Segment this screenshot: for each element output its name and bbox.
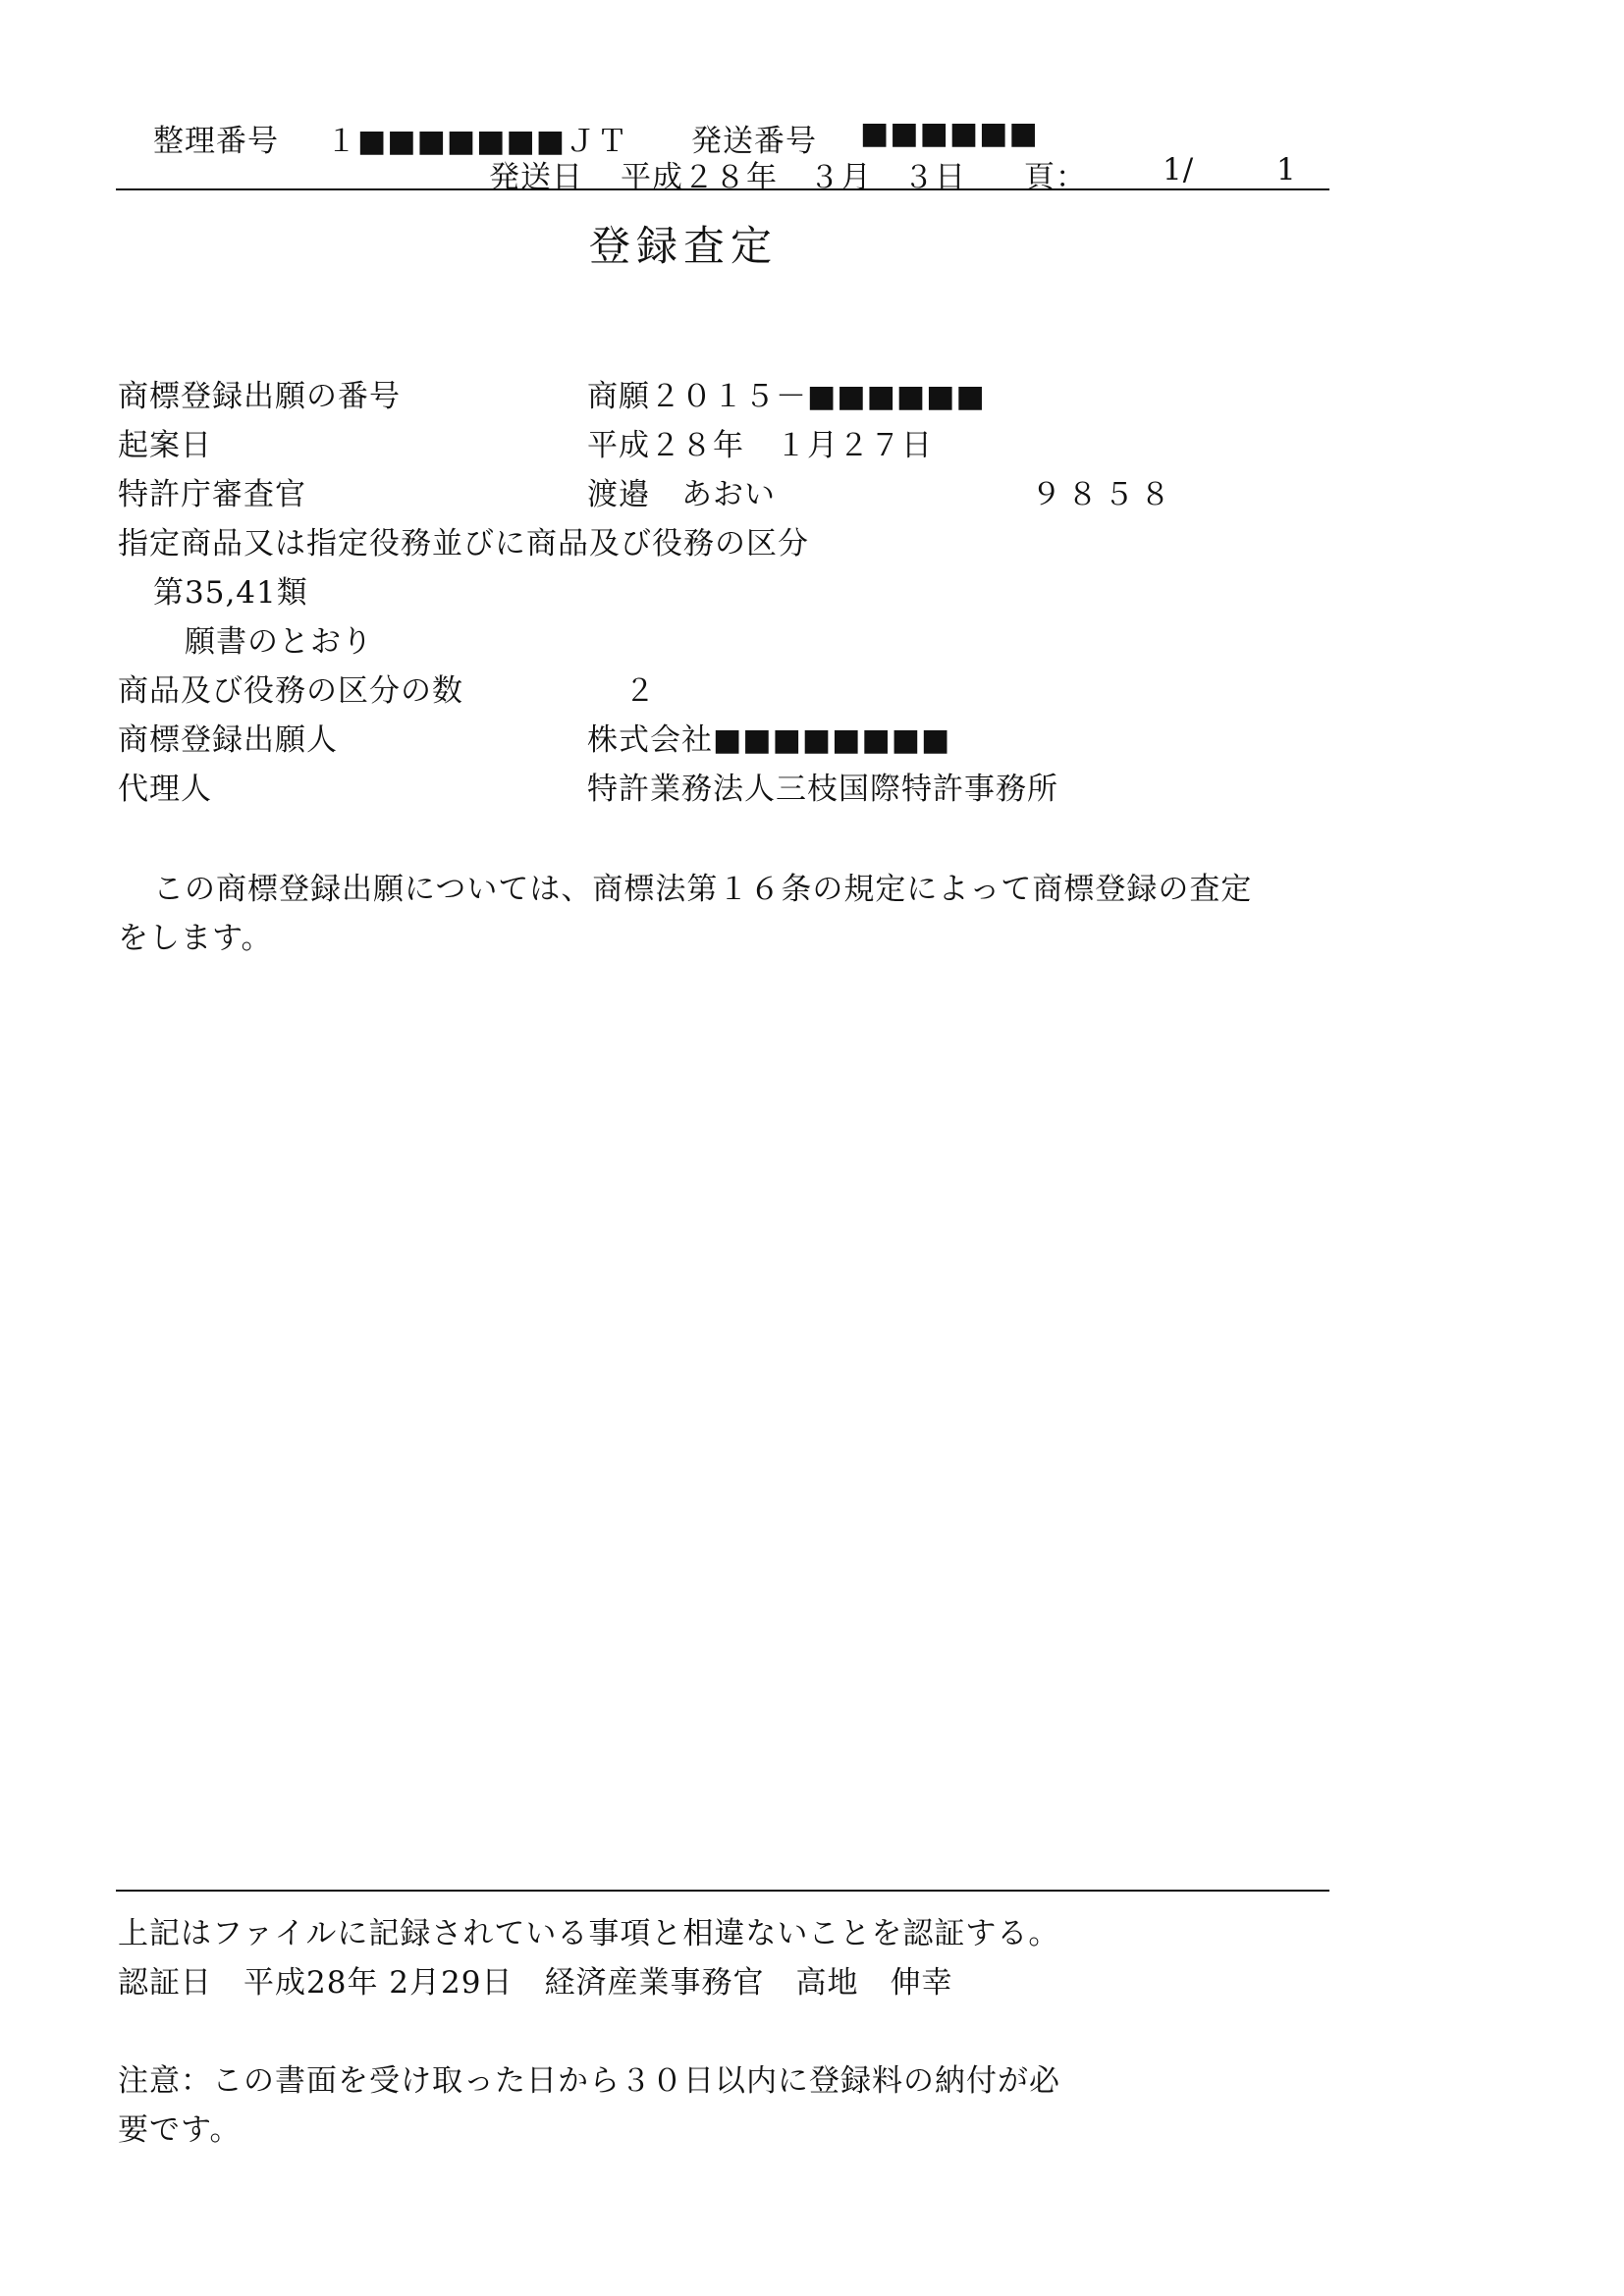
- document-title: 登録査定: [589, 222, 779, 270]
- body-line-2: をします。: [118, 921, 273, 956]
- note-line-1: 注意：この書面を受け取った日から３０日以内に登録料の納付が必: [118, 2063, 1060, 2099]
- certification-line: 上記はファイルに記録されている事項と相違ないことを認証する。: [118, 1916, 1060, 1951]
- hassoubi-date: 平成２８年 ３月 ３日: [621, 160, 966, 195]
- certification-date: 認証日 平成28年 2月29日 経済産業事務官 高地 伸幸: [118, 1965, 953, 2001]
- field-value-class-count: ２: [624, 673, 656, 709]
- designated-label: 指定商品又は指定役務並びに商品及び役務の区分: [118, 526, 809, 561]
- designated-detail: 願書のとおり: [185, 624, 373, 660]
- body-line-1: この商標登録出願については、商標法第１６条の規定によって商標登録の査定: [153, 872, 1253, 907]
- seiri-number: １■■■■■■■ＪＴ: [326, 124, 629, 159]
- field-label-draft-date: 起案日: [118, 428, 212, 463]
- field-value-application-number: 商願２０１５－■■■■■■: [587, 379, 986, 414]
- field-value-examiner-code: ９８５８: [1031, 477, 1176, 512]
- note-line-2: 要です。: [118, 2112, 242, 2148]
- hassoubi-label: 発送日: [489, 160, 583, 195]
- hassou-bangou-number: ■■■■■■: [860, 116, 1039, 151]
- field-label-applicant: 商標登録出願人: [118, 722, 338, 758]
- designated-class: 第35,41類: [153, 575, 308, 611]
- field-label-class-count: 商品及び役務の区分の数: [118, 673, 463, 709]
- field-value-examiner: 渡邉 あおい: [587, 477, 776, 512]
- field-label-examiner: 特許庁審査官: [118, 477, 306, 512]
- field-value-draft-date: 平成２８年 １月２７日: [587, 428, 933, 463]
- field-label-agent: 代理人: [118, 772, 212, 807]
- field-label-application-number: 商標登録出願の番号: [118, 379, 401, 414]
- page-label: 頁：: [1024, 160, 1087, 195]
- field-value-applicant: 株式会社■■■■■■■■: [587, 722, 951, 758]
- hassou-bangou-label: 発送番号: [691, 124, 817, 159]
- field-value-agent: 特許業務法人三枝国際特許事務所: [587, 772, 1058, 807]
- page-current: 1/: [1163, 152, 1195, 187]
- page-total: 1: [1276, 152, 1297, 187]
- seiri-label: 整理番号: [153, 124, 279, 159]
- header-rule: [116, 188, 1329, 190]
- footer-rule: [116, 1890, 1329, 1892]
